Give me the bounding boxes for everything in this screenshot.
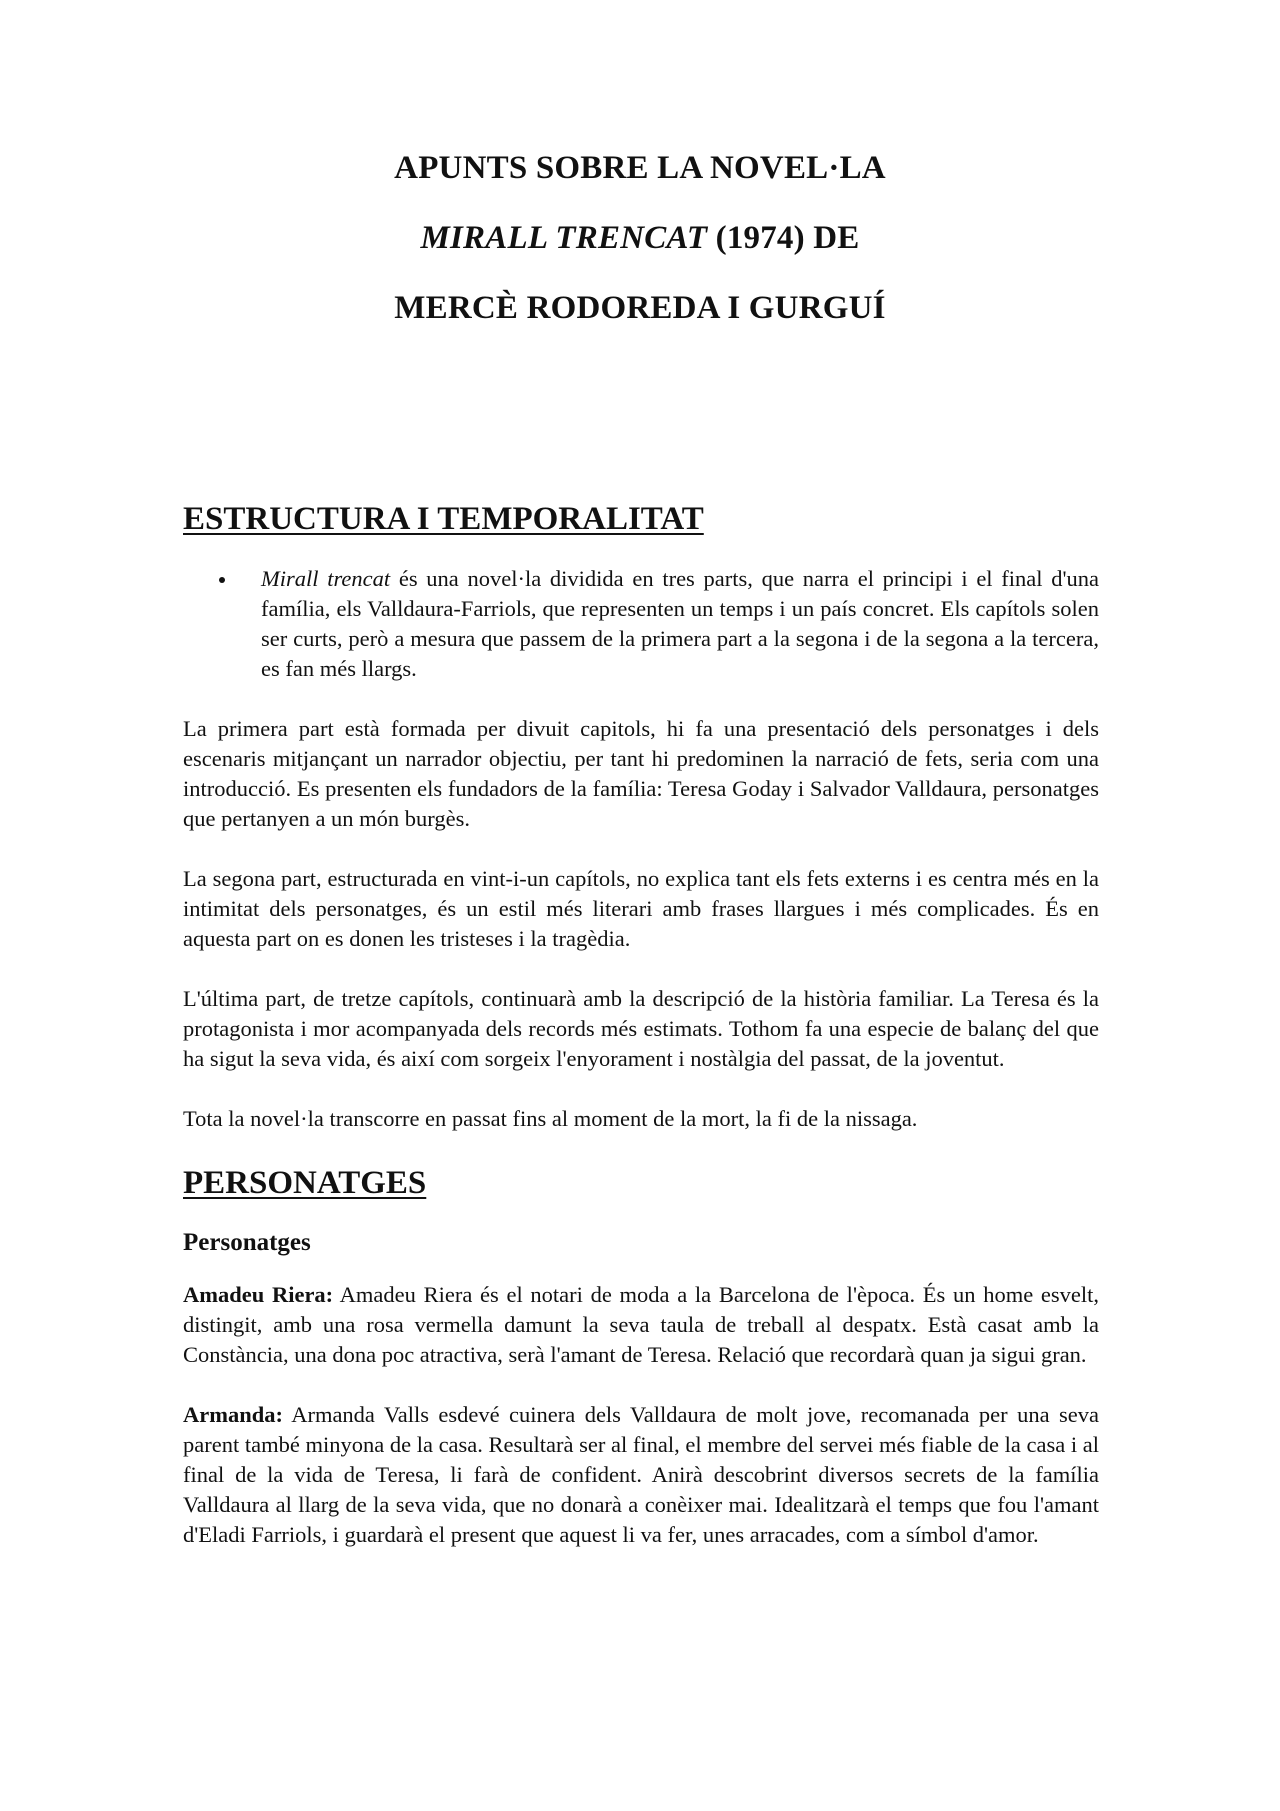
paragraph-time: Tota la novel·la transcorre en passat fins al moment de la mort, la fi de la nissaga. [183, 1106, 918, 1131]
document-title [0, 150, 1280, 360]
bullet-icon [219, 577, 225, 583]
character-name: Armanda: [183, 1402, 283, 1427]
title-line-3: MERCÈ RODOREDA I GURGUÍ [394, 290, 886, 326]
character-entry-armanda [183, 1400, 1099, 1550]
character-name: Amadeu Riera: [183, 1282, 334, 1307]
character-description: Amadeu Riera és el notari de moda a la Barcelona de l'època. És un home esvelt, distingit, amb una rosa vermella damunt la seva taula de treball al despatx. Està casat amb la Constància, una dona poc atractiva, serà l'amant de Teresa. Relació que recordarà quan ja sigui gran. [183, 1282, 1099, 1367]
paragraph-part-one: La primera part està formada per divuit capitols, hi fa una presentació dels personatges i dels escenaris mitjançant un narrador objectiu, per tant hi predominen la narració de fets, seria com una introducció. Es presenten els fundadors de la família: Teresa Goday i Salvador Valldaura, personatges que pertanyen a un món burgès. [183, 716, 1099, 831]
title-line-1: APUNTS SOBRE LA NOVEL·LA [394, 150, 886, 186]
subheading-characters: Personatges [183, 1229, 311, 1256]
novel-title: MIRALL TRENCAT [420, 220, 708, 256]
paragraph-part-three: L'última part, de tretze capítols, continuarà amb la descripció de la història familiar. La Teresa és la protagonista i mor acompanyada dels records més estimats. Tothom fa una especie de balanç del que ha sigut la seva vida, és així com sorgeix l'enyorament i nostàlgia del passat, de la joventut. [183, 986, 1099, 1071]
paragraph-part-two: La segona part, estructurada en vint-i-un capítols, no explica tant els fets externs i es centra més en la intimitat dels personatges, és un estil més literari amb frases llargues i més complicades. És en aquesta part on es donen les tristeses i la tragèdia. [183, 866, 1099, 951]
list-item [261, 564, 1099, 684]
document-body [183, 500, 1099, 1580]
novel-title-inline: Mirall trencat [261, 566, 391, 591]
character-description: Armanda Valls esdevé cuinera dels Valldaura de molt jove, recomanada per una seva parent també minyona de la casa. Resultarà ser al final, el membre del servei més fiable de la casa i al final de la vida de Teresa, li farà de confident. Anirà descobrint diversos secrets de la família Valldaura al llarg de la seva vida, que no donarà a conèixer mai. Idealitzarà el temps que fou l'amant d'Eladi Farriols, i guardarà el present que aquest li va fer, unes arracades, com a símbol d'amor. [183, 1402, 1099, 1547]
character-entry-amadeu [183, 1280, 1099, 1370]
title-line-2 [0, 220, 1280, 256]
title-year: (1974) DE [707, 220, 860, 256]
bullet-text: és una novel·la dividida en tres parts, que narra el principi i el final d'una família, els Valldaura-Farriols, que representen un temps i un país concret. Els capítols solen ser curts, però a mesura que passem de la primera part a la segona i de la segona a la tercera, es fan més llargs. [261, 566, 1100, 681]
bullet-list [183, 564, 1099, 684]
section-heading-structure: ESTRUCTURA I TEMPORALITAT [183, 501, 704, 537]
section-heading-characters: PERSONATGES [183, 1165, 427, 1201]
